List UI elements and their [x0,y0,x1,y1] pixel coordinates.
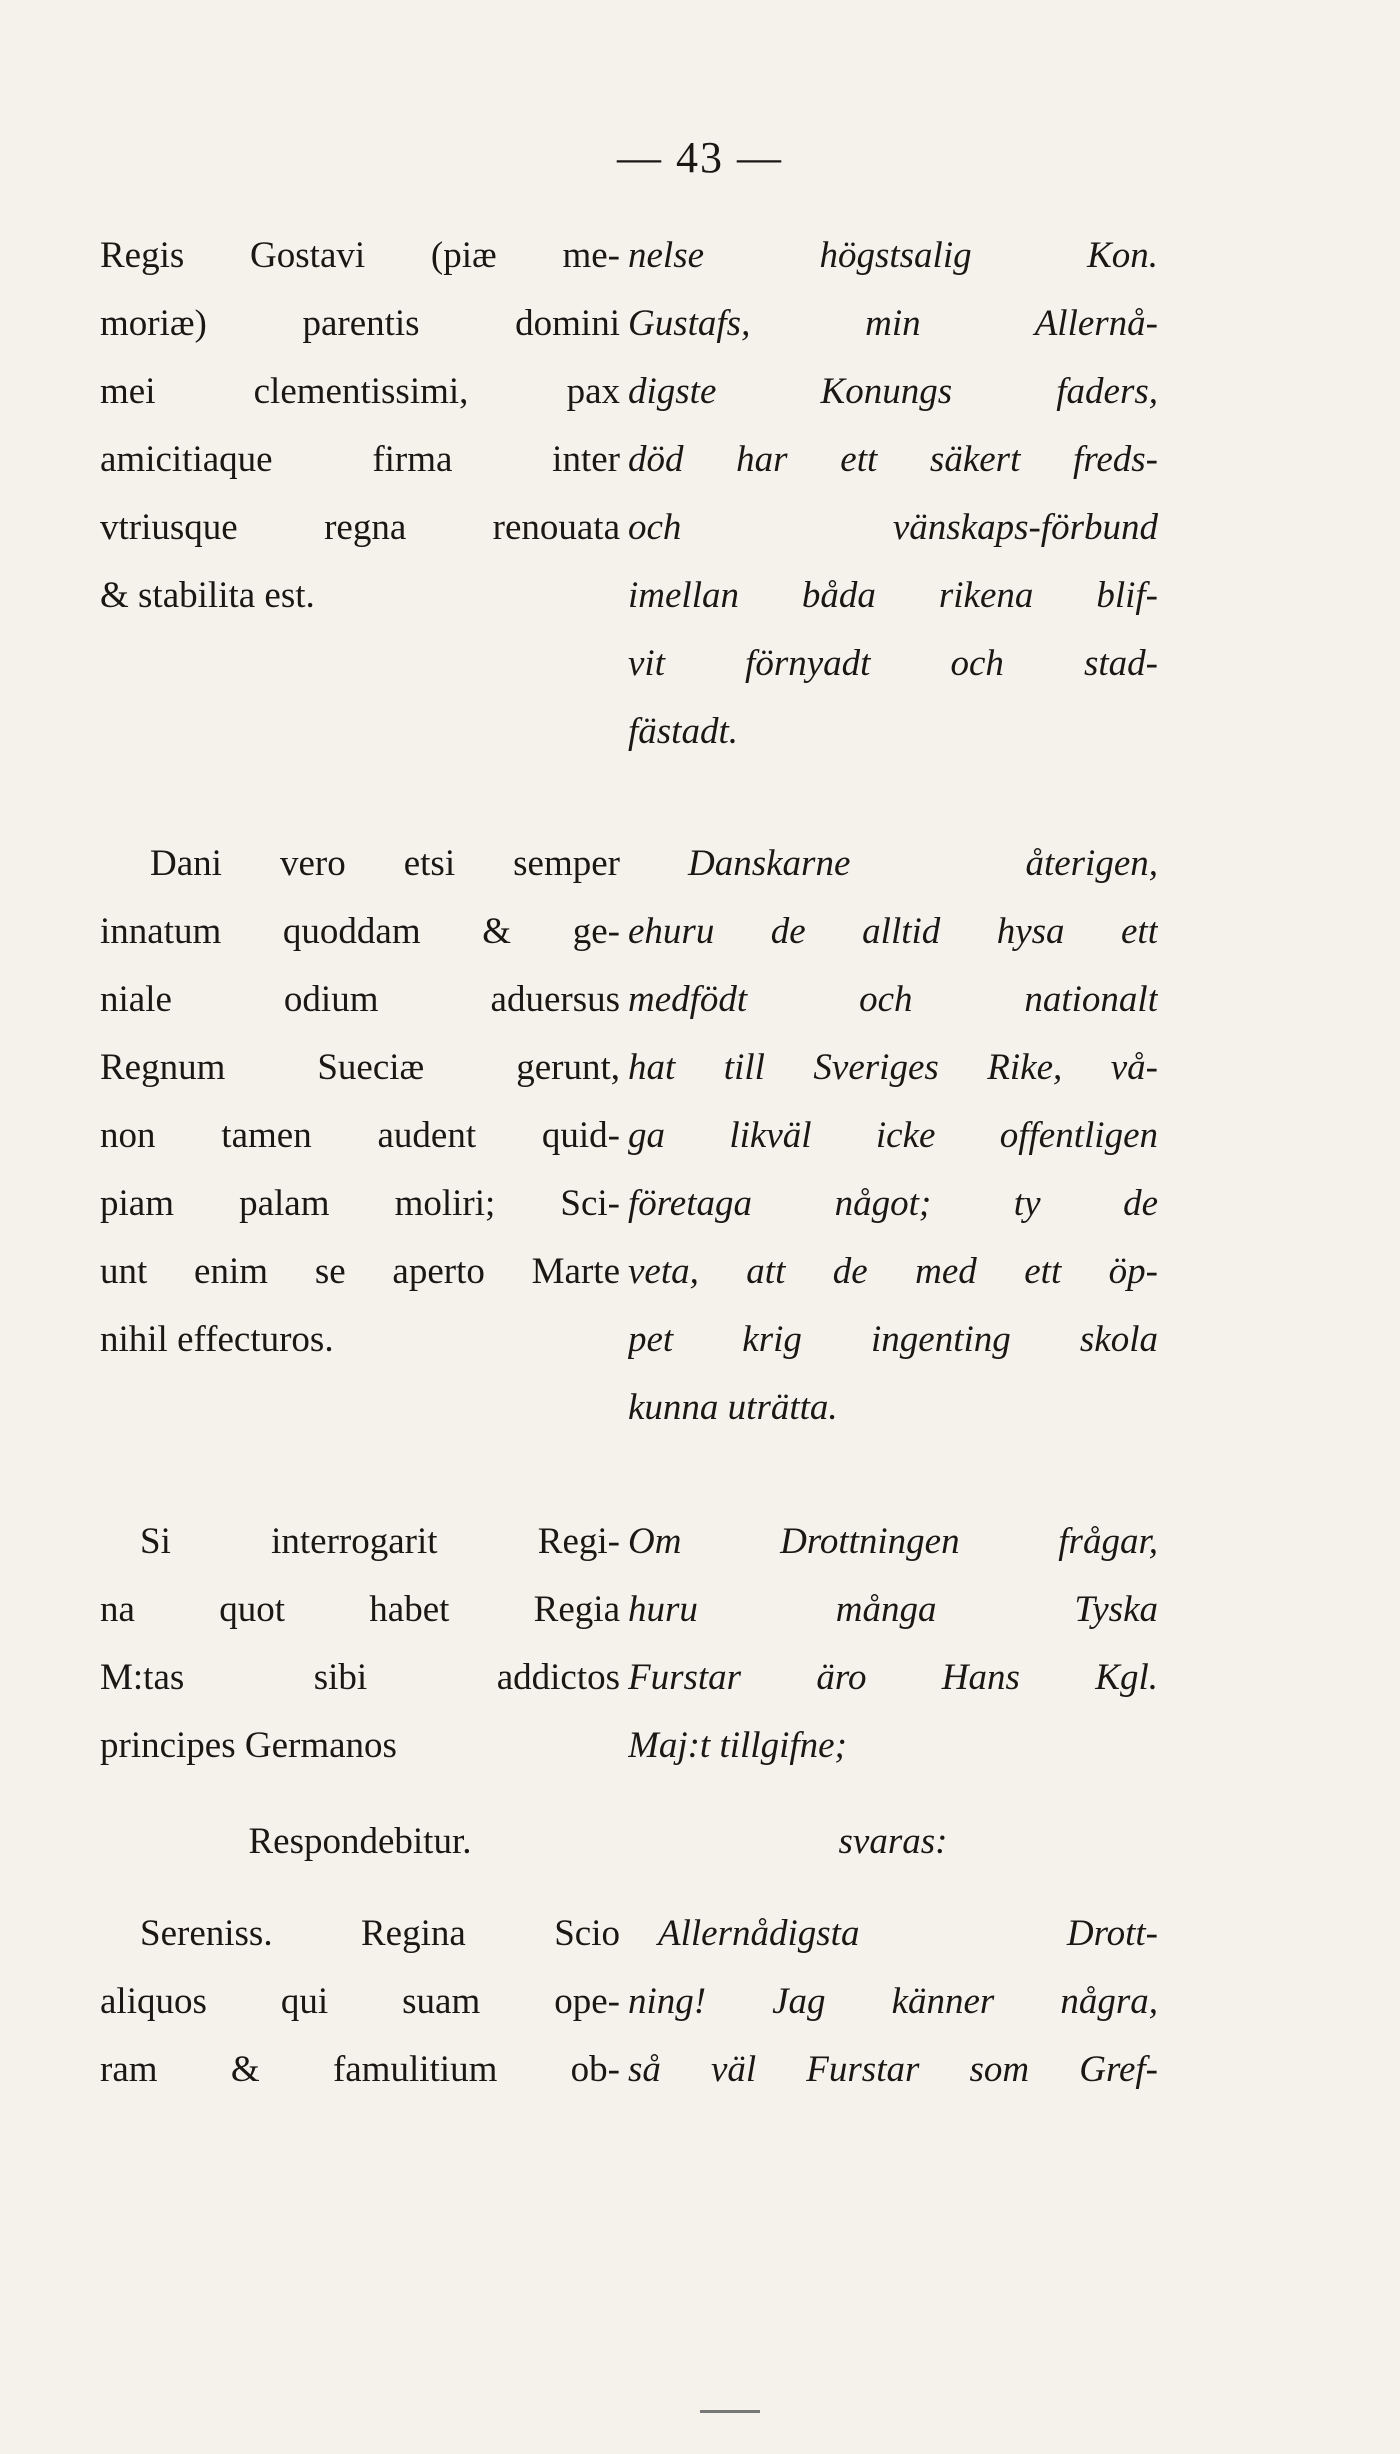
swedish-line: pet krig ingenting skola [628,1319,1158,1360]
latin-paragraph-2 [100,830,620,1374]
latin-line: non tamen audent quid- [100,1115,620,1156]
swedish-line: Allernådigsta Drott- [658,1913,1158,1954]
swedish-line: ga likväl icke offentligen [628,1115,1158,1156]
swedish-response-heading [628,1808,1158,1876]
swedish-paragraph-1 [628,222,1158,766]
swedish-line: Danskarne återigen, [688,843,1158,884]
latin-line: ram & famulitium ob- [100,2049,620,2090]
page-number: — 43 — [617,133,783,182]
latin-paragraph-3 [100,1508,620,1780]
swedish-paragraph-5 [628,1900,1158,2104]
swedish-paragraph-2 [628,830,1158,1442]
latin-line: piam palam moliri; Sci- [100,1183,620,1224]
swedish-line: Gustafs, min Allernå- [628,303,1158,344]
swedish-line: hat till Sveriges Rike, vå- [628,1047,1158,1088]
latin-line: Sereniss. Regina Scio [140,1913,620,1954]
swedish-line: medfödt och nationalt [628,979,1158,1020]
latin-line: nihil effecturos. [100,1319,334,1360]
swedish-line: huru många Tyska [628,1589,1158,1630]
latin-paragraph-5 [100,1900,620,2104]
swedish-line: svaras: [838,1821,948,1862]
swedish-line: död har ett säkert freds- [628,439,1158,480]
latin-line: Regis Gostavi (piæ me- [100,235,620,276]
swedish-line: så väl Furstar som Gref- [628,2049,1158,2090]
latin-line: Dani vero etsi semper [150,843,620,884]
latin-line: aliquos qui suam ope- [100,1981,620,2022]
latin-line: M:tas sibi addictos [100,1657,620,1698]
swedish-line: Om Drottningen frågar, [628,1521,1158,1562]
latin-line: principes Germanos [100,1725,397,1766]
latin-line: innatum quoddam & ge- [100,911,620,952]
latin-line: unt enim se aperto Marte [100,1251,620,1292]
swedish-line: imellan båda rikena blif- [628,575,1158,616]
footer-rule [700,2410,760,2413]
latin-line: mei clementissimi, pax [100,371,620,412]
latin-line: Respondebitur. [248,1821,472,1862]
latin-line: niale odium aduersus [100,979,620,1020]
swedish-line: Furstar äro Hans Kgl. [628,1657,1158,1698]
latin-line: na quot habet Regia [100,1589,620,1630]
latin-response-heading [100,1808,620,1876]
swedish-line: Maj:t tillgifne; [628,1725,847,1766]
swedish-line: fästadt. [628,711,738,752]
swedish-line: veta, att de med ett öp- [628,1251,1158,1292]
latin-line: Regnum Sueciæ gerunt, [100,1047,620,1088]
latin-paragraph-1 [100,222,620,630]
latin-line: amicitiaque firma inter [100,439,620,480]
swedish-line: företaga något; ty de [628,1183,1158,1224]
swedish-line: ning! Jag känner några, [628,1981,1158,2022]
swedish-line: och vänskaps-förbund [628,507,1158,548]
swedish-line: kunna uträtta. [628,1387,838,1428]
latin-line: Si interrogarit Regi- [140,1521,620,1562]
swedish-line: nelse högstsalig Kon. [628,235,1158,276]
latin-line: vtriusque regna renouata [100,507,620,548]
swedish-line: digste Konungs faders, [628,371,1158,412]
swedish-line: ehuru de alltid hysa ett [628,911,1158,952]
latin-line: moriæ) parentis domini [100,303,620,344]
swedish-paragraph-3 [628,1508,1158,1780]
swedish-line: vit förnyadt och stad- [628,643,1158,684]
latin-line: & stabilita est. [100,575,315,616]
